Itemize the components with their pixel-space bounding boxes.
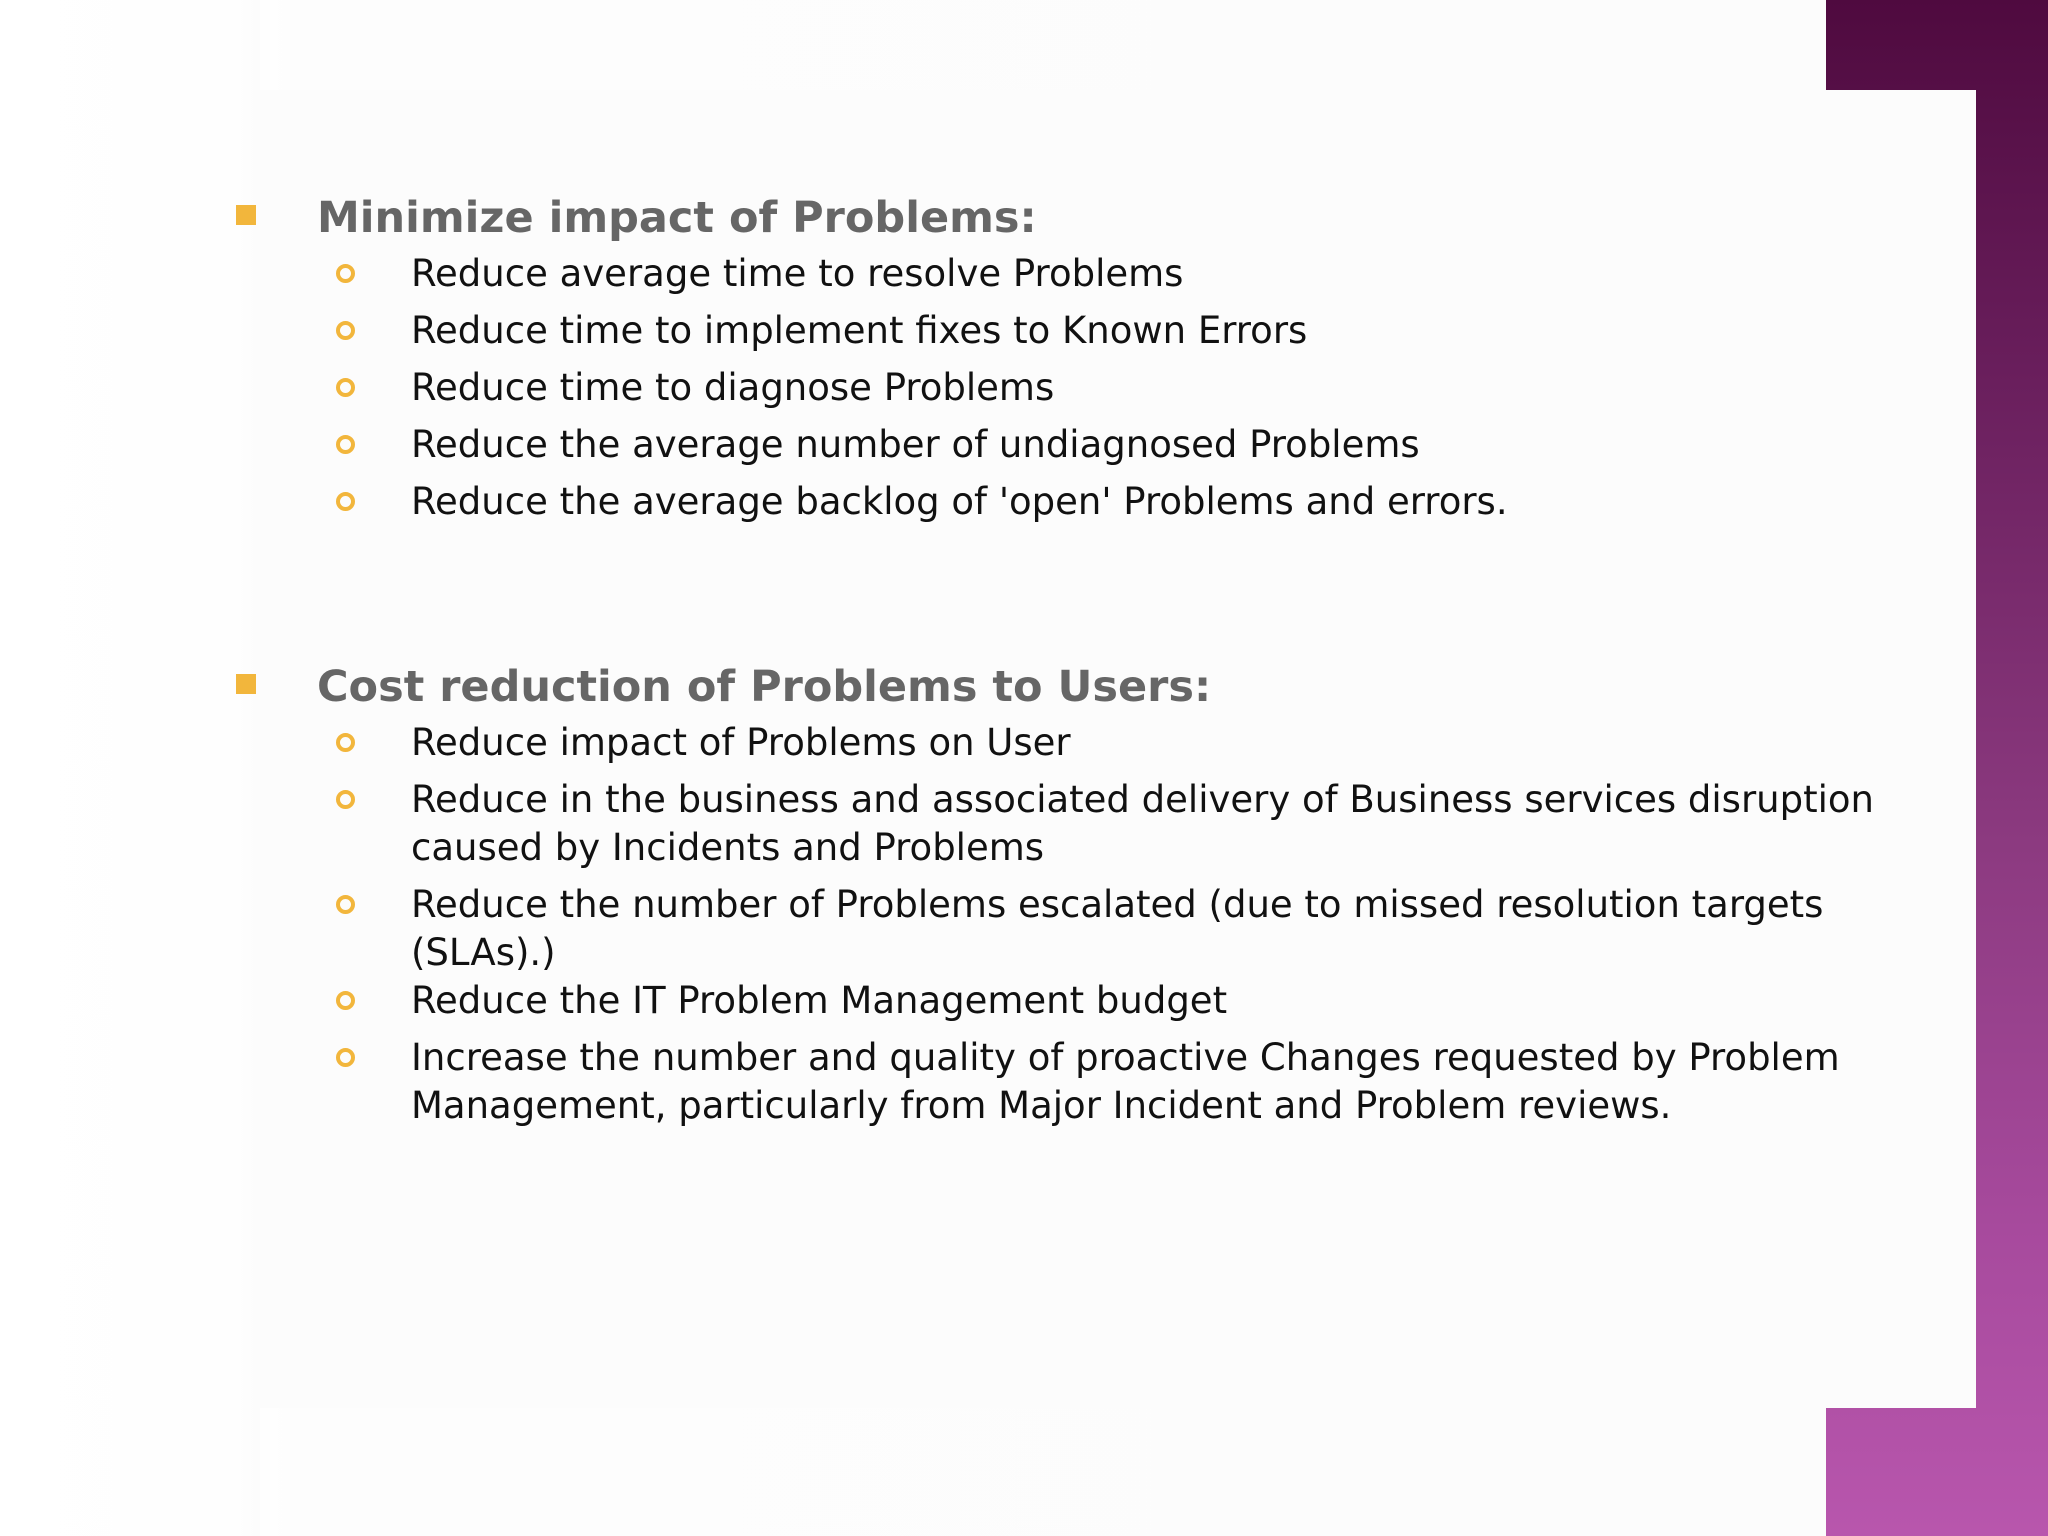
ring-bullet-icon bbox=[336, 435, 355, 454]
list-item bbox=[0, 421, 1976, 478]
list-item-text: Reduce average time to resolve Problems bbox=[411, 252, 1184, 295]
list-item-text: Reduce the IT Problem Management budget bbox=[411, 979, 1228, 1022]
list-item bbox=[0, 977, 1976, 1034]
list-item-text: Reduce impact of Problems on User bbox=[411, 721, 1071, 764]
list-item bbox=[0, 307, 1976, 364]
list-item-text: Reduce in the business and associated delivery of Business services disruption caused by Incidents and Problems bbox=[411, 778, 1874, 869]
ring-bullet-icon bbox=[336, 378, 355, 397]
list-item-text: Reduce time to diagnose Problems bbox=[411, 366, 1055, 409]
list-item bbox=[0, 478, 1976, 535]
list-item-text: Reduce the average number of undiagnosed Problems bbox=[411, 423, 1420, 466]
square-bullet-icon bbox=[236, 674, 256, 694]
list-item-text: Reduce the number of Problems escalated (due to missed resolution targets (SLAs).) bbox=[411, 883, 1824, 974]
section-heading-row bbox=[0, 659, 1976, 719]
ring-bullet-icon bbox=[336, 264, 355, 283]
list-item bbox=[0, 776, 1976, 872]
ring-bullet-icon bbox=[336, 895, 355, 914]
section-heading: Cost reduction of Problems to Users: bbox=[317, 662, 1212, 712]
bullet-list bbox=[0, 250, 1976, 535]
square-bullet-icon bbox=[236, 205, 256, 225]
ring-bullet-icon bbox=[336, 790, 355, 809]
section-heading-row bbox=[0, 190, 1976, 250]
list-item bbox=[0, 1034, 1976, 1130]
bullet-list bbox=[0, 719, 1976, 1130]
list-item bbox=[0, 719, 1976, 776]
ring-bullet-icon bbox=[336, 991, 355, 1010]
ring-bullet-icon bbox=[336, 1048, 355, 1067]
ring-bullet-icon bbox=[336, 321, 355, 340]
list-item-text: Reduce the average backlog of 'open' Problems and errors. bbox=[411, 480, 1508, 523]
ring-bullet-icon bbox=[336, 492, 355, 511]
list-item-text: Reduce time to implement fixes to Known Errors bbox=[411, 309, 1308, 352]
ring-bullet-icon bbox=[336, 733, 355, 752]
section-minimize-impact bbox=[0, 190, 1976, 535]
list-item-text: Increase the number and quality of proactive Changes requested by Problem Management, particularly from Major Incident and Problem reviews. bbox=[411, 1036, 1840, 1127]
list-item bbox=[0, 250, 1976, 307]
list-item bbox=[0, 881, 1976, 977]
section-cost-reduction bbox=[0, 659, 1976, 1130]
list-item bbox=[0, 364, 1976, 421]
section-heading: Minimize impact of Problems: bbox=[317, 193, 1037, 243]
